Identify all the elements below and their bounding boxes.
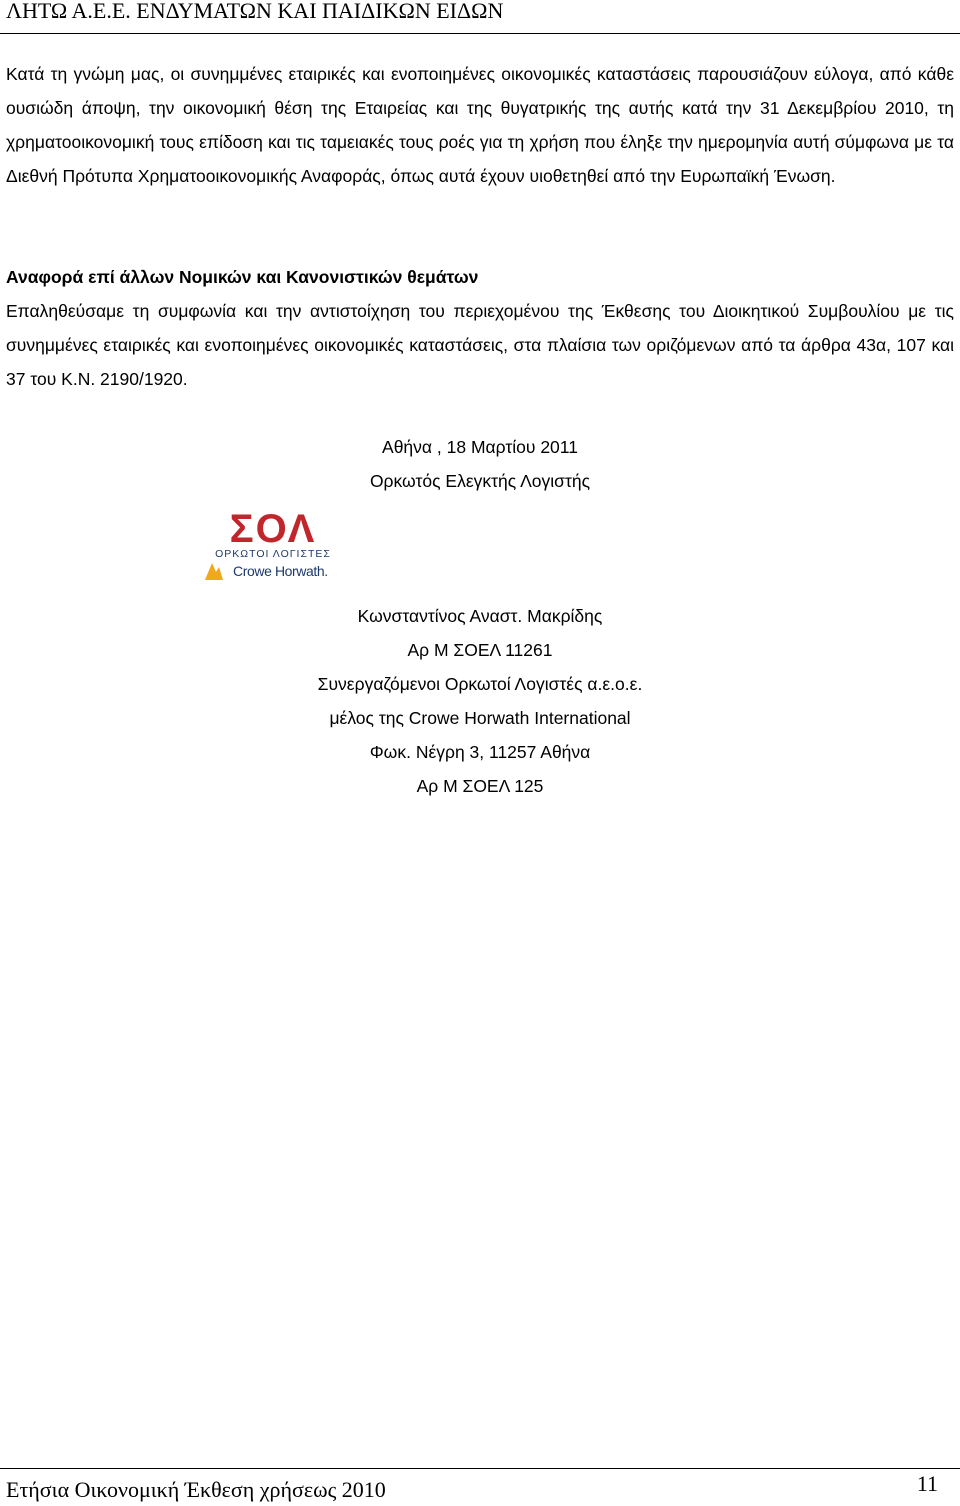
logo-mark-text: ΣΟΛ bbox=[229, 509, 317, 551]
footer-divider bbox=[0, 1468, 960, 1469]
header-divider bbox=[0, 33, 960, 34]
document-header-title: ΛΗΤΩ Α.Ε.Ε. ΕΝΔΥΜΑΤΩΝ ΚΑΙ ΠΑΙΔΙΚΩΝ ΕΙΔΩΝ bbox=[6, 0, 504, 23]
logo-peak-icon bbox=[205, 563, 223, 580]
signature-place-date: Αθήνα , 18 Μαρτίου 2011 bbox=[382, 437, 578, 457]
footer-title: Ετήσια Οικονομική Έκθεση χρήσεως 2010 bbox=[6, 1477, 386, 1502]
audit-firm-name: Συνεργαζόμενοι Ορκωτοί Λογιστές α.ε.ο.ε. bbox=[317, 674, 643, 694]
signature-role: Ορκωτός Ελεγκτής Λογιστής bbox=[369, 471, 591, 491]
firm-address: Φωκ. Νέγρη 3, 11257 Αθήνα bbox=[369, 742, 591, 762]
opinion-paragraph: Κατά τη γνώμη μας, οι συνημμένες εταιρικές και ενοποιημένες οικονομικές καταστάσεις παρουσιάζουν εύλογα, από κάθε ουσιώδη άποψη, την οικονομική θέση της Εταιρείας και της θυγατρικής της αυτής κατά την 31 Δεκεμβρίου 2010, τη χρηματοοικονομική τους επίδοση και τις ταμειακές τους ροές για τη χρήση που έληξε την ημερομηνία αυτή σύμφωνα με τα Διεθνή Πρότυπα Χρηματοοικονομικής Αναφοράς, όπως αυτά έχουν υιοθετηθεί από την Ευρωπαϊκή Ένωση. bbox=[6, 64, 954, 186]
firm-membership: μέλος της Crowe Horwath International bbox=[329, 708, 631, 728]
firm-registration-number: Αρ Μ ΣΟΕΛ 125 bbox=[416, 776, 544, 796]
logo-network-text: Crowe Horwath. bbox=[233, 563, 328, 579]
sol-crowe-horwath-logo bbox=[203, 509, 343, 585]
legal-section-heading: Αναφορά επί άλλων Νομικών και Κανονιστικών θεμάτων bbox=[6, 267, 479, 287]
signatory-registration-number: Αρ Μ ΣΟΕΛ 11261 bbox=[407, 640, 553, 660]
legal-paragraph: Επαληθεύσαμε τη συμφωνία και την αντιστοίχηση του περιεχομένου της Έκθεσης του Διοικητικού Συμβουλίου με τις συνημμένες εταιρικές και ενοποιημένες οικονομικές καταστάσεις, στα πλαίσια των οριζόμενων από τα άρθρα 43α, 107 και 37 του Κ.Ν. 2190/1920. bbox=[6, 301, 954, 389]
logo-subtitle-text: ΟΡΚΩΤΟΙ ΛΟΓΙΣΤΕΣ bbox=[215, 548, 331, 560]
page-number: 11 bbox=[916, 1471, 938, 1496]
signatory-name: Κωνσταντίνος Αναστ. Μακρίδης bbox=[357, 606, 603, 626]
